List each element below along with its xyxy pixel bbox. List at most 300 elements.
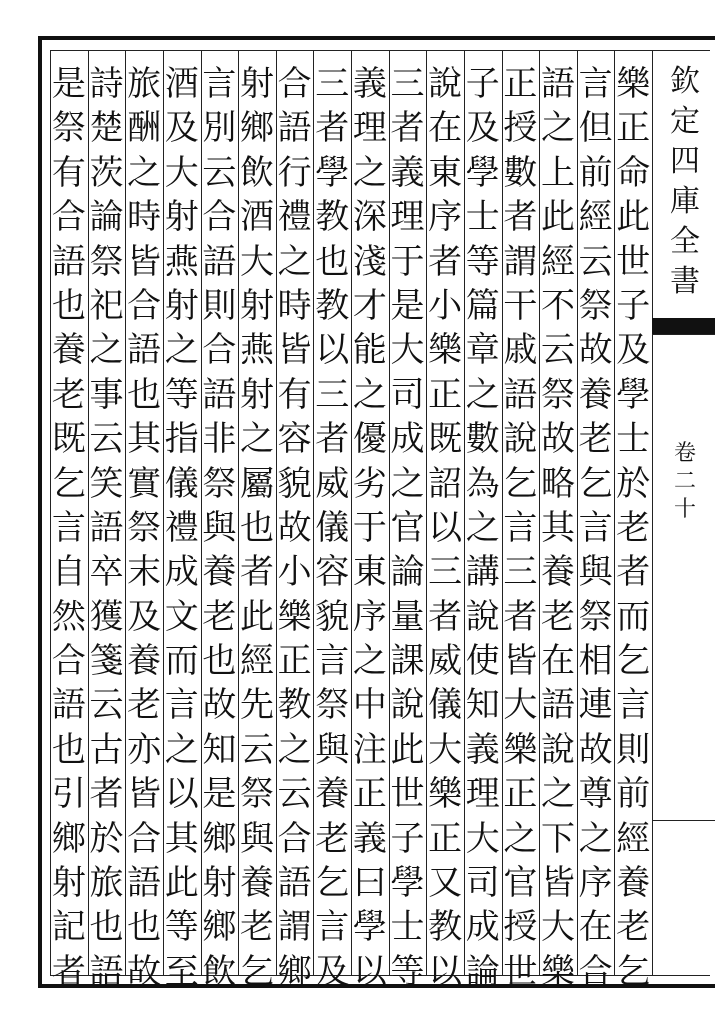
glyph: 大 xyxy=(164,152,199,193)
glyph: 與 xyxy=(315,729,350,770)
glyph: 言 xyxy=(202,64,237,104)
glyph: 者 xyxy=(503,197,538,238)
glyph: 以 xyxy=(428,951,463,992)
volume-label-char: 十 xyxy=(673,497,696,522)
glyph: 三 xyxy=(315,374,350,415)
glyph: 之 xyxy=(239,419,274,460)
glyph: 鄉 xyxy=(277,951,312,992)
glyph: 乞 xyxy=(239,951,274,992)
glyph: 中 xyxy=(352,685,387,726)
glyph: 儀 xyxy=(164,463,199,504)
glyph: 及 xyxy=(616,330,651,371)
glyph: 但 xyxy=(578,108,613,149)
glyph: 大 xyxy=(503,685,538,726)
glyph: 至 xyxy=(164,951,199,992)
book-title-char: 庫 xyxy=(670,184,700,219)
glyph: 云 xyxy=(202,152,237,193)
glyph: 養 xyxy=(127,641,162,682)
glyph: 為 xyxy=(465,463,500,504)
glyph: 合 xyxy=(277,64,312,104)
glyph: 而 xyxy=(616,596,651,637)
fish-tail-line xyxy=(652,334,715,364)
glyph: 之 xyxy=(127,152,162,193)
glyph: 說 xyxy=(540,729,575,770)
glyph: 等 xyxy=(164,374,199,415)
glyph: 射 xyxy=(164,197,199,238)
glyph: 理 xyxy=(352,108,387,149)
glyph: 老 xyxy=(239,907,274,948)
glyph: 士 xyxy=(465,197,500,238)
glyph: 老 xyxy=(51,374,86,415)
glyph: 子 xyxy=(390,818,425,859)
glyph: 東 xyxy=(428,152,463,193)
glyph: 此 xyxy=(540,197,575,238)
glyph: 謂 xyxy=(503,241,538,282)
glyph: 命 xyxy=(616,152,651,193)
glyph: 既 xyxy=(428,419,463,460)
glyph: 故 xyxy=(202,685,237,726)
glyph: 正 xyxy=(503,64,538,104)
glyph: 祭 xyxy=(239,774,274,815)
glyph: 養 xyxy=(616,863,651,904)
glyph: 老 xyxy=(202,596,237,637)
glyph: 優 xyxy=(352,419,387,460)
glyph: 士 xyxy=(390,907,425,948)
glyph: 皆 xyxy=(540,863,575,904)
glyph: 是 xyxy=(202,774,237,815)
glyph: 古 xyxy=(89,729,124,770)
glyph: 祭 xyxy=(89,241,124,282)
glyph: 及 xyxy=(465,108,500,149)
glyph: 儀 xyxy=(428,685,463,726)
glyph: 司 xyxy=(465,863,500,904)
book-title-char: 四 xyxy=(670,144,700,179)
glyph: 略 xyxy=(540,463,575,504)
glyph: 樂 xyxy=(503,729,538,770)
glyph: 皆 xyxy=(503,641,538,682)
glyph: 三 xyxy=(315,64,350,104)
glyph: 射 xyxy=(239,64,274,104)
glyph: 指 xyxy=(164,419,199,460)
glyph: 其 xyxy=(540,507,575,548)
glyph: 講 xyxy=(465,552,500,593)
glyph: 云 xyxy=(277,774,312,815)
glyph: 以 xyxy=(352,951,387,992)
text-column-16 xyxy=(44,62,94,992)
glyph: 茨 xyxy=(89,152,124,193)
glyph: 注 xyxy=(352,729,387,770)
glyph: 乞 xyxy=(616,641,651,682)
glyph: 鄉 xyxy=(202,818,237,859)
glyph: 也 xyxy=(51,729,86,770)
glyph: 語 xyxy=(51,685,86,726)
glyph: 前 xyxy=(578,152,613,193)
glyph: 養 xyxy=(540,552,575,593)
glyph: 者 xyxy=(51,951,86,992)
glyph: 是 xyxy=(51,64,86,104)
glyph: 祀 xyxy=(89,285,124,326)
glyph: 大 xyxy=(540,907,575,948)
glyph: 皆 xyxy=(277,330,312,371)
glyph: 經 xyxy=(616,818,651,859)
glyph: 卒 xyxy=(89,552,124,593)
glyph: 之 xyxy=(352,641,387,682)
glyph: 知 xyxy=(202,729,237,770)
glyph: 非 xyxy=(202,419,237,460)
glyph: 成 xyxy=(465,907,500,948)
glyph: 語 xyxy=(127,863,162,904)
glyph: 云 xyxy=(239,729,274,770)
glyph: 時 xyxy=(127,197,162,238)
glyph: 語 xyxy=(202,374,237,415)
glyph: 故 xyxy=(540,419,575,460)
glyph: 不 xyxy=(540,285,575,326)
glyph: 劣 xyxy=(352,463,387,504)
glyph: 經 xyxy=(578,197,613,238)
glyph: 三 xyxy=(428,552,463,593)
glyph: 此 xyxy=(164,863,199,904)
glyph: 其 xyxy=(164,818,199,859)
glyph: 學 xyxy=(315,152,350,193)
glyph: 而 xyxy=(164,641,199,682)
glyph: 也 xyxy=(127,907,162,948)
glyph: 者 xyxy=(428,596,463,637)
glyph: 合 xyxy=(578,951,613,992)
glyph: 深 xyxy=(352,197,387,238)
glyph: 知 xyxy=(465,685,500,726)
glyph: 者 xyxy=(616,552,651,593)
glyph: 三 xyxy=(390,64,425,104)
glyph: 乞 xyxy=(503,463,538,504)
glyph: 與 xyxy=(202,507,237,548)
glyph: 正 xyxy=(428,818,463,859)
glyph: 課 xyxy=(390,641,425,682)
glyph: 詩 xyxy=(89,64,124,104)
glyph: 等 xyxy=(465,241,500,282)
glyph: 大 xyxy=(465,818,500,859)
glyph: 射 xyxy=(202,863,237,904)
glyph: 亦 xyxy=(127,729,162,770)
glyph: 謂 xyxy=(277,907,312,948)
glyph: 于 xyxy=(352,507,387,548)
glyph: 在 xyxy=(428,108,463,149)
glyph: 箋 xyxy=(89,641,124,682)
glyph: 飲 xyxy=(202,951,237,992)
glyph: 與 xyxy=(578,552,613,593)
glyph: 行 xyxy=(277,152,312,193)
glyph: 皆 xyxy=(127,241,162,282)
glyph: 尊 xyxy=(578,774,613,815)
glyph: 等 xyxy=(164,907,199,948)
glyph: 詔 xyxy=(428,463,463,504)
glyph: 乞 xyxy=(578,463,613,504)
glyph: 于 xyxy=(390,241,425,282)
glyph: 時 xyxy=(277,285,312,326)
glyph: 樂 xyxy=(277,596,312,637)
glyph: 則 xyxy=(202,285,237,326)
glyph: 戚 xyxy=(503,330,538,371)
glyph: 之 xyxy=(465,507,500,548)
glyph: 正 xyxy=(616,108,651,149)
glyph: 祭 xyxy=(202,463,237,504)
glyph: 射 xyxy=(239,285,274,326)
glyph: 者 xyxy=(89,774,124,815)
glyph: 語 xyxy=(51,241,86,282)
glyph: 能 xyxy=(352,330,387,371)
glyph: 樂 xyxy=(616,64,651,104)
glyph: 貌 xyxy=(315,596,350,637)
glyph: 樂 xyxy=(428,774,463,815)
glyph: 射 xyxy=(164,285,199,326)
glyph: 飲 xyxy=(239,152,274,193)
glyph: 學 xyxy=(616,374,651,415)
glyph: 司 xyxy=(390,374,425,415)
glyph: 者 xyxy=(315,108,350,149)
glyph: 合 xyxy=(51,641,86,682)
glyph: 也 xyxy=(89,907,124,948)
glyph: 正 xyxy=(503,774,538,815)
glyph: 言 xyxy=(578,507,613,548)
glyph: 之 xyxy=(352,152,387,193)
glyph: 祭 xyxy=(578,596,613,637)
glyph: 者 xyxy=(239,552,274,593)
glyph: 酒 xyxy=(164,64,199,104)
glyph: 祭 xyxy=(127,507,162,548)
glyph: 笑 xyxy=(89,463,124,504)
glyph: 之 xyxy=(578,818,613,859)
glyph: 既 xyxy=(51,419,86,460)
glyph: 語 xyxy=(89,951,124,992)
glyph: 之 xyxy=(540,774,575,815)
glyph: 酒 xyxy=(239,197,274,238)
glyph: 之 xyxy=(277,729,312,770)
glyph: 教 xyxy=(315,285,350,326)
glyph: 老 xyxy=(540,596,575,637)
glyph: 連 xyxy=(578,685,613,726)
glyph: 語 xyxy=(202,241,237,282)
glyph: 旅 xyxy=(127,64,162,104)
glyph: 之 xyxy=(465,374,500,415)
glyph: 合 xyxy=(127,818,162,859)
glyph: 篇 xyxy=(465,285,500,326)
glyph: 燕 xyxy=(239,330,274,371)
glyph: 教 xyxy=(277,685,312,726)
glyph: 養 xyxy=(202,552,237,593)
glyph: 老 xyxy=(616,507,651,548)
glyph: 合 xyxy=(277,818,312,859)
glyph: 故 xyxy=(127,951,162,992)
glyph: 此 xyxy=(239,596,274,637)
glyph: 射 xyxy=(239,374,274,415)
glyph: 淺 xyxy=(352,241,387,282)
glyph: 也 xyxy=(239,507,274,548)
glyph: 其 xyxy=(127,419,162,460)
glyph: 說 xyxy=(428,64,463,104)
glyph: 之 xyxy=(503,818,538,859)
glyph: 下 xyxy=(540,818,575,859)
glyph: 然 xyxy=(51,596,86,637)
glyph: 理 xyxy=(465,774,500,815)
glyph: 則 xyxy=(616,729,651,770)
glyph: 之 xyxy=(164,729,199,770)
glyph: 云 xyxy=(578,241,613,282)
glyph: 使 xyxy=(465,641,500,682)
glyph: 及 xyxy=(164,108,199,149)
glyph: 獲 xyxy=(89,596,124,637)
glyph: 相 xyxy=(578,641,613,682)
glyph: 教 xyxy=(428,907,463,948)
glyph: 言 xyxy=(315,907,350,948)
glyph: 等 xyxy=(390,951,425,992)
glyph: 者 xyxy=(503,596,538,637)
glyph: 此 xyxy=(390,729,425,770)
glyph: 祭 xyxy=(51,108,86,149)
glyph: 別 xyxy=(202,108,237,149)
glyph: 序 xyxy=(578,863,613,904)
glyph: 大 xyxy=(239,241,274,282)
glyph: 事 xyxy=(89,374,124,415)
glyph: 學 xyxy=(390,863,425,904)
glyph: 學 xyxy=(352,907,387,948)
glyph: 威 xyxy=(315,463,350,504)
margin-rule xyxy=(652,820,715,821)
glyph: 經 xyxy=(540,241,575,282)
glyph: 云 xyxy=(89,419,124,460)
glyph: 也 xyxy=(315,241,350,282)
glyph: 理 xyxy=(390,197,425,238)
glyph: 自 xyxy=(51,552,86,593)
glyph: 者 xyxy=(390,108,425,149)
glyph: 語 xyxy=(540,685,575,726)
glyph: 正 xyxy=(428,374,463,415)
glyph: 乞 xyxy=(315,863,350,904)
glyph: 語 xyxy=(503,374,538,415)
glyph: 以 xyxy=(315,330,350,371)
glyph: 官 xyxy=(503,863,538,904)
glyph: 於 xyxy=(89,818,124,859)
glyph: 末 xyxy=(127,552,162,593)
glyph: 說 xyxy=(390,685,425,726)
glyph: 酬 xyxy=(127,108,162,149)
glyph: 云 xyxy=(540,330,575,371)
glyph: 官 xyxy=(390,507,425,548)
glyph: 語 xyxy=(277,863,312,904)
glyph: 文 xyxy=(164,596,199,637)
glyph: 世 xyxy=(616,241,651,282)
glyph: 容 xyxy=(315,552,350,593)
glyph: 子 xyxy=(465,64,500,104)
book-title xyxy=(660,62,710,302)
glyph: 在 xyxy=(540,641,575,682)
glyph: 教 xyxy=(315,197,350,238)
glyph: 三 xyxy=(503,552,538,593)
glyph: 養 xyxy=(315,774,350,815)
glyph: 正 xyxy=(277,641,312,682)
glyph: 言 xyxy=(503,507,538,548)
glyph: 量 xyxy=(390,596,425,637)
glyph: 成 xyxy=(164,552,199,593)
glyph: 祭 xyxy=(578,285,613,326)
glyph: 序 xyxy=(428,197,463,238)
glyph: 老 xyxy=(578,419,613,460)
glyph: 樂 xyxy=(428,330,463,371)
glyph: 語 xyxy=(89,507,124,548)
glyph: 祭 xyxy=(540,374,575,415)
glyph: 有 xyxy=(277,374,312,415)
glyph: 射 xyxy=(51,863,86,904)
glyph: 上 xyxy=(540,152,575,193)
glyph: 容 xyxy=(277,419,312,460)
glyph: 有 xyxy=(51,152,86,193)
glyph: 儀 xyxy=(315,507,350,548)
glyph: 合 xyxy=(202,330,237,371)
glyph: 與 xyxy=(239,818,274,859)
book-title-char: 書 xyxy=(670,264,700,299)
glyph: 言 xyxy=(616,685,651,726)
glyph: 先 xyxy=(239,685,274,726)
book-title-char: 全 xyxy=(670,224,700,259)
glyph: 語 xyxy=(540,64,575,104)
glyph: 言 xyxy=(578,64,613,104)
glyph: 合 xyxy=(127,285,162,326)
glyph: 老 xyxy=(127,685,162,726)
glyph: 義 xyxy=(352,64,387,104)
glyph: 士 xyxy=(616,419,651,460)
glyph: 義 xyxy=(390,152,425,193)
glyph: 鄉 xyxy=(51,818,86,859)
glyph: 合 xyxy=(51,197,86,238)
glyph: 記 xyxy=(51,907,86,948)
volume-label xyxy=(660,440,710,524)
glyph: 故 xyxy=(578,729,613,770)
glyph: 小 xyxy=(277,552,312,593)
glyph: 養 xyxy=(239,863,274,904)
glyph: 授 xyxy=(503,907,538,948)
glyph: 燕 xyxy=(164,241,199,282)
glyph: 前 xyxy=(616,774,651,815)
glyph: 干 xyxy=(503,285,538,326)
glyph: 及 xyxy=(127,596,162,637)
glyph: 老 xyxy=(616,907,651,948)
glyph: 曰 xyxy=(352,863,387,904)
glyph: 小 xyxy=(428,285,463,326)
glyph: 也 xyxy=(127,374,162,415)
glyph: 說 xyxy=(503,419,538,460)
glyph: 大 xyxy=(428,729,463,770)
glyph: 大 xyxy=(390,330,425,371)
glyph: 養 xyxy=(51,330,86,371)
glyph: 之 xyxy=(352,374,387,415)
glyph: 者 xyxy=(315,419,350,460)
glyph: 鄉 xyxy=(239,108,274,149)
glyph: 養 xyxy=(578,374,613,415)
glyph: 語 xyxy=(277,108,312,149)
glyph: 成 xyxy=(390,419,425,460)
glyph: 章 xyxy=(465,330,500,371)
glyph: 以 xyxy=(428,507,463,548)
glyph: 語 xyxy=(127,330,162,371)
glyph: 才 xyxy=(352,285,387,326)
glyph: 論 xyxy=(390,552,425,593)
glyph: 論 xyxy=(465,951,500,992)
glyph: 經 xyxy=(239,641,274,682)
glyph: 又 xyxy=(428,863,463,904)
glyph: 在 xyxy=(578,907,613,948)
glyph: 合 xyxy=(202,197,237,238)
glyph: 故 xyxy=(578,330,613,371)
glyph: 言 xyxy=(51,507,86,548)
glyph: 引 xyxy=(51,774,86,815)
